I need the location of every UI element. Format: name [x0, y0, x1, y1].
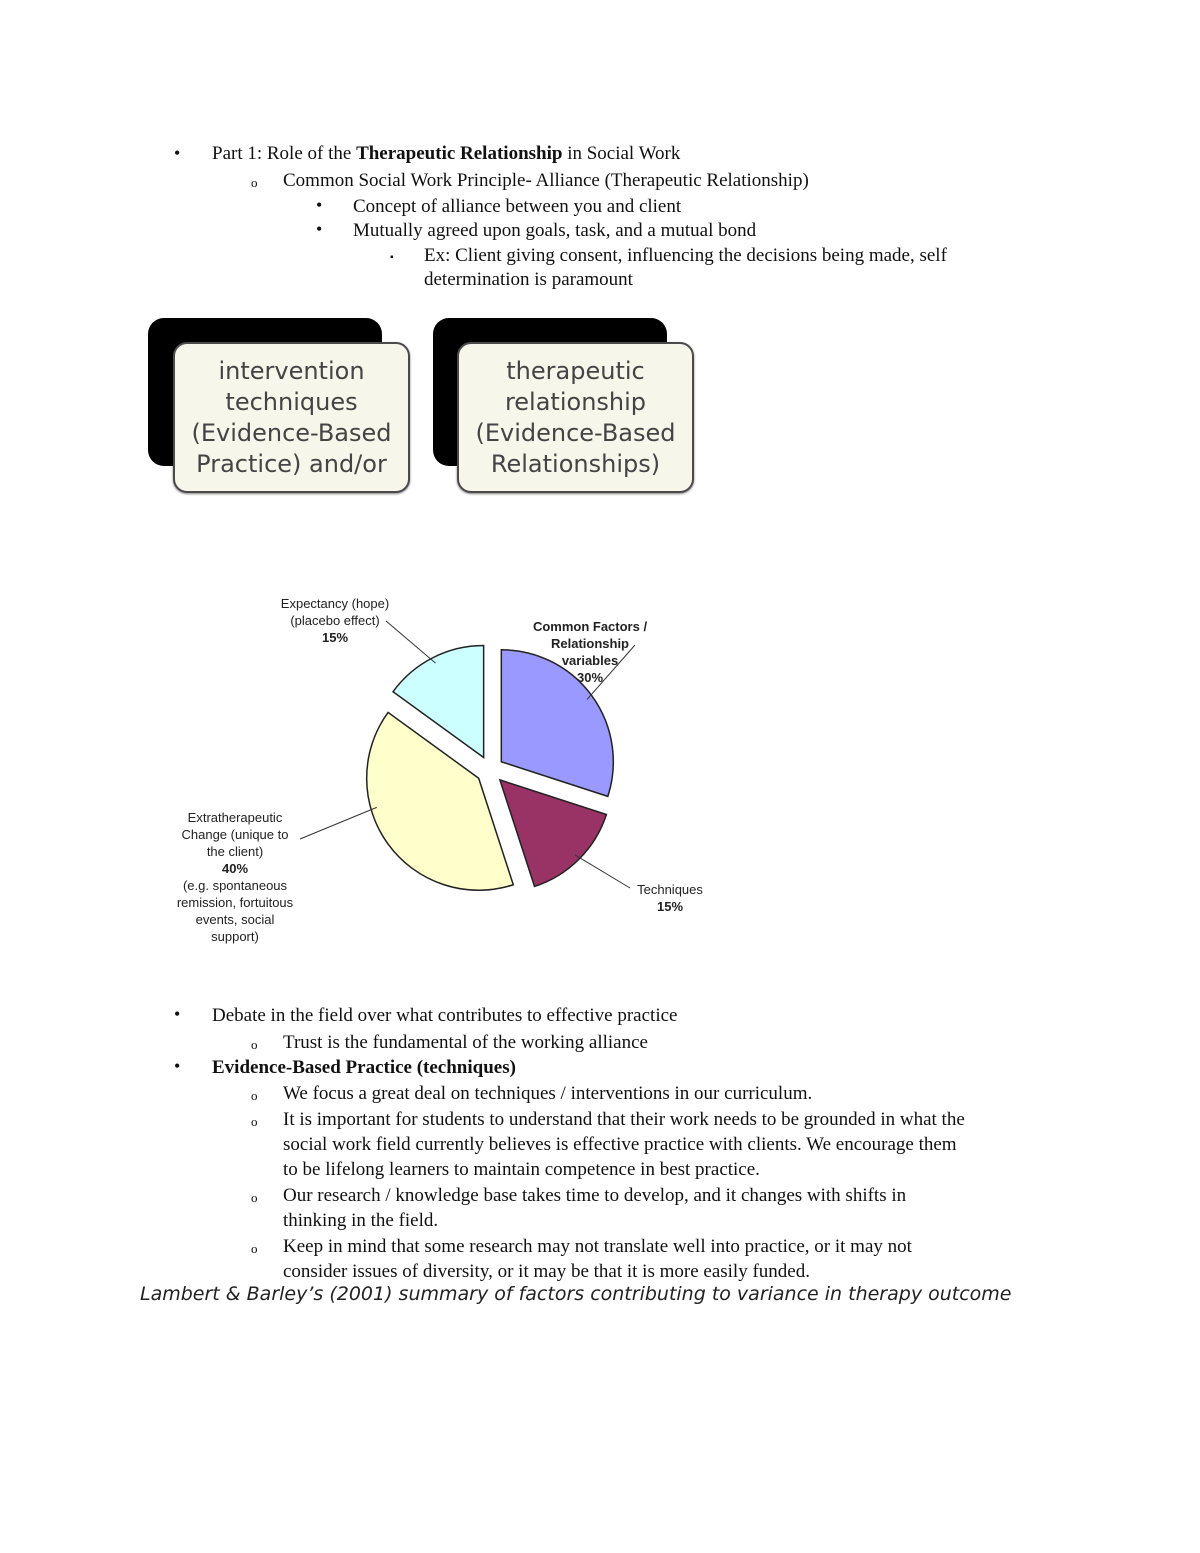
bullet-disc: •: [316, 219, 323, 239]
pie-label: Techniques 15%: [637, 882, 703, 914]
focus-line: We focus a great deal on techniques / interventions in our curriculum.: [283, 1083, 813, 1104]
research-line-2: thinking in the field.: [283, 1210, 439, 1231]
pie-leader-line: [300, 807, 377, 839]
pie-percent-label: 30%: [576, 670, 604, 685]
example-line-1: Ex: Client giving consent, influencing the decisions being made, self: [424, 245, 947, 266]
bullet-disc: •: [174, 1004, 181, 1024]
pie-slice-extratherapeutic-change: [367, 712, 514, 890]
card-therapeutic-text: therapeutic relationship (Evidence-Based Relationships): [457, 342, 694, 493]
part-1-heading: [212, 141, 680, 166]
trust-line: Trust is the fundamental of the working alliance: [283, 1032, 648, 1053]
pie-percent-label: 15%: [656, 899, 684, 914]
pie-chart: [160, 585, 780, 955]
bullet-circle: o: [251, 1190, 258, 1205]
important-line-2: social work field currently believes is effective practice with clients. We encourage them: [283, 1134, 957, 1155]
bullet-circle: o: [251, 1088, 258, 1103]
card-intervention-text: intervention techniques (Evidence-Based Practice) and/or: [173, 342, 410, 493]
research-line-1: Our research / knowledge base takes time to develop, and it changes with shifts in: [283, 1185, 907, 1206]
bullet-disc: •: [174, 1056, 181, 1076]
bullet-circle: o: [251, 175, 258, 190]
bullet-square: ▪: [390, 252, 394, 263]
mutual-line: Mutually agreed upon goals, task, and a mutual bond: [353, 220, 757, 241]
bullet-circle: o: [251, 1114, 258, 1129]
concept-line: Concept of alliance between you and client: [353, 196, 682, 217]
part-1-suffix: in Social Work: [562, 143, 681, 164]
important-line-1: It is important for students to understand that their work needs to be grounded in what the: [283, 1109, 965, 1130]
bullet-circle: o: [251, 1037, 258, 1052]
principle-line: Common Social Work Principle- Alliance (Therapeutic Relationship): [283, 170, 809, 191]
pie-leader-line: [575, 855, 630, 888]
pie-leader-line: [386, 621, 436, 663]
bullet-disc: •: [316, 195, 323, 215]
pie-percent-label: 15%: [321, 630, 349, 645]
pie-slice-techniques: [500, 780, 607, 887]
keep-line-2: consider issues of diversity, or it may be that it is more easily funded.: [283, 1261, 810, 1282]
chart-caption: Lambert & Barley’s (2001) summary of factors contributing to variance in therapy outcome: [140, 1283, 1012, 1305]
pie-label: Expectancy (hope) (placebo effect) 15%: [280, 596, 390, 645]
important-line-3: to be lifelong learners to maintain competence in best practice.: [283, 1159, 760, 1180]
pie-label: Extratherapeutic Change (unique to the client) 40% (e.g. spontaneous remission, fortuitous events, social support): [176, 810, 294, 944]
bullet-disc: •: [174, 143, 181, 163]
part-1-bold: Therapeutic Relationship: [356, 143, 563, 164]
debate-line: Debate in the field over what contributes to effective practice: [212, 1005, 678, 1026]
keep-line-1: Keep in mind that some research may not translate well into practice, or it may not: [283, 1236, 912, 1257]
part-1-prefix: Part 1: Role of the: [212, 143, 357, 164]
ebp-heading: Evidence-Based Practice (techniques): [212, 1057, 516, 1078]
pie-percent-label: 40%: [221, 861, 249, 876]
pie-label: Common Factors / Relationship variables 30%: [532, 619, 648, 685]
bullet-circle: o: [251, 1241, 258, 1256]
example-line-2: determination is paramount: [424, 269, 633, 290]
